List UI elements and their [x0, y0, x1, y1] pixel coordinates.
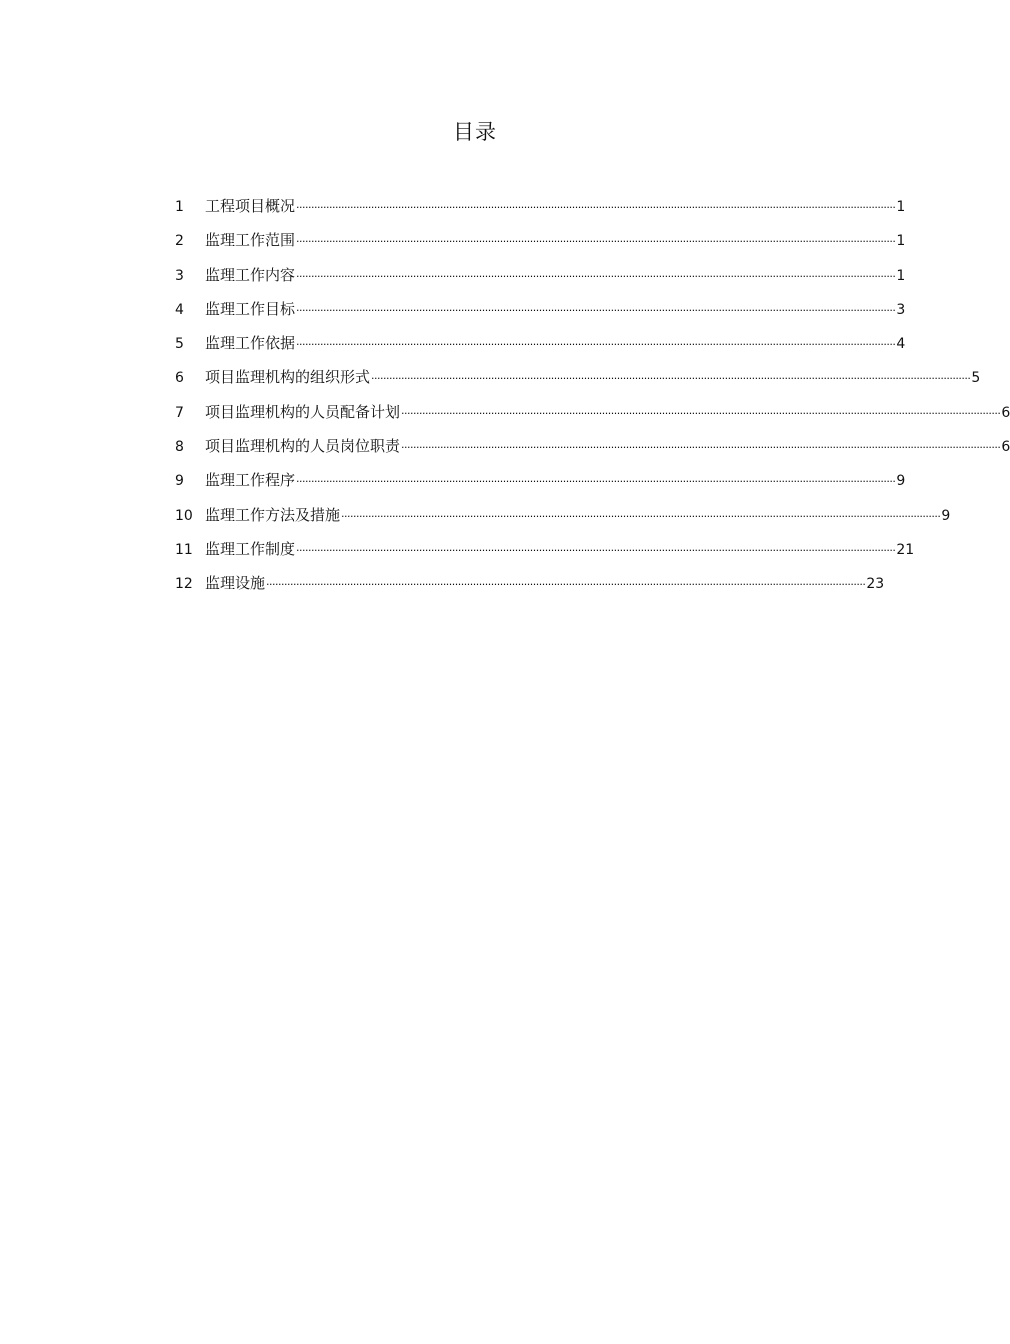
toc-dot-leader: ········································································································································································································ [296, 543, 896, 557]
toc-entry-page: 3 [896, 301, 906, 318]
toc-entry-title: 项目监理机构的人员配备计划 [205, 402, 401, 421]
toc-entry[interactable] [175, 360, 981, 394]
toc-dot-leader: ········································································································································································································ [341, 509, 941, 523]
toc-entry-page: 4 [896, 336, 906, 353]
toc-dot-leader: ········································································································································································································ [296, 303, 896, 317]
toc-entry-title: 监理工作范围 [205, 231, 296, 250]
toc-dot-leader: ········································································································································································································ [401, 406, 1001, 420]
toc-entry-number: 6 [175, 370, 184, 387]
toc-entry[interactable] [175, 463, 906, 497]
toc-entry-page: 9 [896, 473, 906, 490]
toc-entry[interactable] [175, 532, 915, 566]
toc-dot-leader: ········································································································································································································ [296, 235, 896, 249]
toc-entry-title: 监理工作方法及措施 [205, 505, 341, 524]
toc-entry-number: 10 [175, 507, 193, 524]
toc-entry-title: 项目监理机构的人员岗位职责 [205, 437, 401, 456]
toc-entry-title: 监理工作程序 [205, 471, 296, 490]
toc-entry-title: 工程项目概况 [205, 197, 296, 215]
toc-entry-number: 4 [175, 301, 184, 318]
toc-entry-number: 2 [175, 233, 184, 250]
toc-list [175, 189, 1010, 601]
toc-entry-page: 9 [941, 507, 951, 524]
toc-entry-page: 5 [971, 370, 981, 387]
toc-entry-number: 11 [175, 541, 193, 558]
toc-entry-title: 监理工作目标 [205, 299, 296, 318]
toc-title: 目录 [453, 120, 497, 144]
toc-entry-number: 9 [175, 473, 184, 490]
toc-entry[interactable] [175, 566, 885, 600]
toc-entry-page: 1 [896, 233, 906, 250]
toc-entry-number: 12 [175, 576, 193, 593]
toc-dot-leader: ········································································································································································································ [401, 441, 1001, 455]
toc-entry[interactable] [175, 326, 906, 360]
toc-dot-leader: ········································································································································································································ [296, 269, 896, 283]
toc-entry-title: 监理设施 [205, 574, 266, 593]
toc-entry-page: 6 [1001, 439, 1010, 456]
toc-entry-number: 8 [175, 439, 184, 456]
toc-entry-number: 1 [175, 199, 184, 215]
toc-entry-title: 监理工作制度 [205, 539, 296, 558]
toc-entry-page: 23 [866, 576, 885, 593]
toc-entry[interactable] [175, 395, 1010, 429]
toc-dot-leader: ········································································································································································································ [296, 475, 896, 489]
toc-dot-leader: ········································································································································································································ [296, 201, 896, 214]
toc-entry-number: 3 [175, 267, 184, 284]
toc-entry-page: 6 [1001, 404, 1010, 421]
toc-entry-page: 21 [896, 541, 915, 558]
toc-entry[interactable] [175, 498, 951, 532]
toc-entry-title: 项目监理机构的组织形式 [205, 368, 371, 387]
toc-entry[interactable] [175, 258, 906, 292]
toc-entry[interactable] [175, 189, 906, 223]
toc-entry[interactable] [175, 223, 906, 257]
toc-entry-number: 7 [175, 404, 184, 421]
toc-entry-title: 监理工作依据 [205, 334, 296, 353]
toc-entry-number: 5 [175, 336, 184, 353]
toc-entry[interactable] [175, 429, 1010, 463]
toc-dot-leader: ········································································································································································································ [266, 578, 866, 592]
toc-entry-title: 监理工作内容 [205, 265, 296, 284]
toc-dot-leader: ········································································································································································································ [371, 372, 971, 386]
toc-entry[interactable] [175, 292, 906, 326]
toc-entry-page: 1 [896, 199, 906, 215]
toc-dot-leader: ········································································································································································································ [296, 338, 896, 352]
toc-entry-page: 1 [896, 267, 906, 284]
